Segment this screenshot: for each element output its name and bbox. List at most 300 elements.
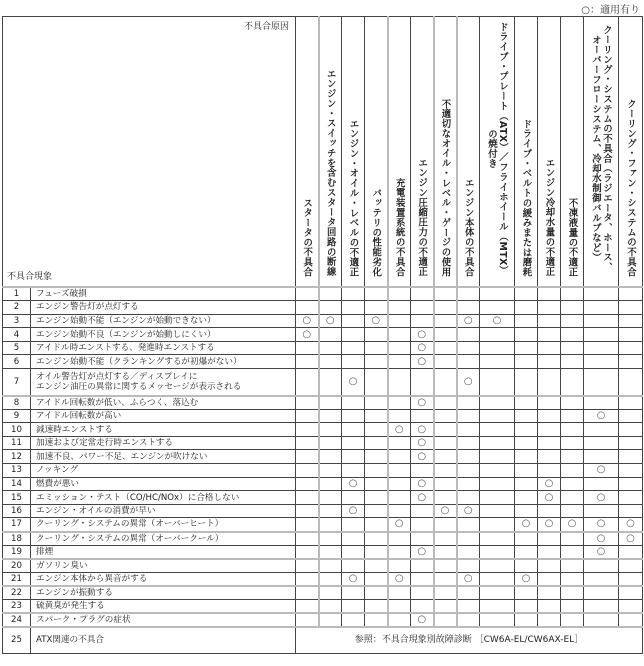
applicable-mark-icon: ○ [394, 423, 404, 435]
table-row [3, 532, 643, 546]
matrix-cell [411, 572, 434, 586]
matrix-cell [365, 518, 388, 532]
matrix-cell [538, 491, 561, 505]
matrix-cell [619, 314, 643, 328]
row-number: 17 [3, 518, 31, 532]
matrix-cell [584, 532, 619, 546]
cause-label: バッテリの性能劣化 [370, 187, 382, 277]
matrix-cell [538, 586, 561, 600]
matrix-cell [365, 491, 388, 505]
matrix-cell [561, 369, 584, 396]
row-number: 21 [3, 572, 31, 586]
matrix-cell [584, 613, 619, 627]
matrix-cell [515, 314, 538, 328]
matrix-cell [342, 301, 365, 315]
matrix-cell [296, 314, 319, 328]
matrix-cell [515, 301, 538, 315]
matrix-cell [480, 518, 515, 532]
applicable-mark-icon: ○ [417, 491, 427, 503]
reference-note: 参照：不具合現象別故障診断 ［CW6A-EL/CW6AX-EL］ [296, 627, 643, 654]
matrix-cell [515, 369, 538, 396]
matrix-cell [457, 477, 480, 491]
matrix-cell [388, 572, 411, 586]
matrix-cell [584, 518, 619, 532]
table-row [3, 627, 643, 654]
table-row [3, 287, 643, 301]
matrix-cell [561, 599, 584, 613]
applicable-mark-icon: ○ [417, 342, 427, 354]
symptom-text: 加速および定常走行時エンストする [36, 438, 173, 449]
table-row [3, 464, 643, 478]
row-number: 5 [3, 341, 31, 355]
symptom-text: 燃費が悪い [36, 478, 79, 489]
matrix-cell [515, 423, 538, 437]
matrix-cell [515, 328, 538, 342]
matrix-cell [619, 491, 643, 505]
matrix-cell [434, 532, 457, 546]
applicable-mark-icon: ○ [302, 328, 312, 340]
matrix-cell [319, 369, 342, 396]
matrix-cell [388, 423, 411, 437]
matrix-cell [434, 586, 457, 600]
cause-header [538, 17, 561, 288]
cause-header [365, 17, 388, 288]
header-corner [3, 17, 296, 288]
matrix-cell [619, 518, 643, 532]
symptom-cell [31, 545, 296, 559]
matrix-cell [538, 423, 561, 437]
matrix-cell [457, 491, 480, 505]
matrix-cell [388, 464, 411, 478]
matrix-cell [388, 559, 411, 573]
matrix-cell [319, 436, 342, 450]
matrix-cell [584, 545, 619, 559]
matrix-cell [411, 599, 434, 613]
matrix-cell [388, 613, 411, 627]
cause-header [319, 17, 342, 288]
matrix-cell [342, 409, 365, 423]
cause-header [411, 17, 434, 288]
matrix-cell [434, 436, 457, 450]
matrix-cell [619, 477, 643, 491]
matrix-cell [411, 314, 434, 328]
cause-header [515, 17, 538, 288]
matrix-cell [434, 518, 457, 532]
symptom-text: エンジンが振動する [36, 587, 113, 598]
symptom-text: エンジン・オイルの消費が早い [36, 506, 156, 517]
cause-header [561, 17, 584, 288]
matrix-cell [434, 369, 457, 396]
matrix-cell [388, 328, 411, 342]
matrix-cell [619, 355, 643, 369]
matrix-cell [561, 355, 584, 369]
symptom-text: 減速時エンストする [36, 424, 113, 435]
header-row [3, 17, 643, 288]
matrix-cell [434, 559, 457, 573]
symptom-text: クーリング・システムの異常（オーバークール） [36, 533, 224, 544]
matrix-cell [561, 301, 584, 315]
matrix-cell [538, 504, 561, 518]
matrix-cell [584, 477, 619, 491]
row-number: 18 [3, 532, 31, 546]
applicable-mark-icon: ○ [567, 518, 577, 530]
matrix-cell [561, 532, 584, 546]
symptom-cell [31, 572, 296, 586]
table-row [3, 369, 643, 396]
matrix-cell [296, 477, 319, 491]
matrix-cell [342, 477, 365, 491]
matrix-cell [480, 423, 515, 437]
matrix-cell [411, 328, 434, 342]
matrix-cell [296, 409, 319, 423]
applicable-mark-icon: ○ [463, 314, 473, 326]
matrix-cell [584, 586, 619, 600]
matrix-cell [561, 504, 584, 518]
row-number: 3 [3, 314, 31, 328]
matrix-cell [515, 341, 538, 355]
symptom-text: エンジン警告灯が点灯する [36, 302, 139, 313]
matrix-cell [480, 287, 515, 301]
matrix-cell [388, 518, 411, 532]
matrix-cell [457, 450, 480, 464]
matrix-cell [457, 355, 480, 369]
table-row [3, 518, 643, 532]
matrix-cell [457, 328, 480, 342]
cause-label: エンジン・スイッチを含むスタータ回路の断線 [324, 69, 336, 277]
row-number: 6 [3, 355, 31, 369]
matrix-cell [584, 464, 619, 478]
matrix-cell [619, 450, 643, 464]
matrix-cell [457, 586, 480, 600]
symptom-text: ATX関連の不具合 [31, 627, 296, 654]
row-number: 23 [3, 599, 31, 613]
matrix-cell [388, 436, 411, 450]
matrix-cell [619, 423, 643, 437]
applicable-mark-icon: ○ [394, 518, 404, 530]
matrix-cell [480, 355, 515, 369]
matrix-cell [319, 559, 342, 573]
matrix-cell [584, 369, 619, 396]
matrix-cell [584, 572, 619, 586]
matrix-cell [538, 328, 561, 342]
applicable-mark-icon: ○ [417, 450, 427, 462]
matrix-cell [296, 328, 319, 342]
matrix-cell [561, 559, 584, 573]
matrix-cell [434, 464, 457, 478]
matrix-cell [619, 328, 643, 342]
row-number: 16 [3, 504, 31, 518]
applicable-mark-icon: ○ [544, 477, 554, 489]
matrix-cell [480, 328, 515, 342]
matrix-cell [584, 423, 619, 437]
matrix-cell [457, 396, 480, 410]
symptom-text: エンジン始動不良（エンジンが始動しにくい） [36, 329, 216, 340]
table-row [3, 504, 643, 518]
matrix-cell [365, 396, 388, 410]
matrix-cell [561, 545, 584, 559]
matrix-cell [388, 599, 411, 613]
legend: ○：適用有り [581, 5, 640, 16]
table-row [3, 328, 643, 342]
symptom-cell [31, 328, 296, 342]
matrix-cell [342, 491, 365, 505]
matrix-cell [538, 287, 561, 301]
table-row [3, 559, 643, 573]
applicable-mark-icon: ○ [394, 572, 404, 584]
matrix-cell [515, 559, 538, 573]
diagnosis-matrix [2, 16, 643, 654]
matrix-cell [319, 545, 342, 559]
matrix-cell [296, 369, 319, 396]
matrix-cell [619, 301, 643, 315]
row-number: 24 [3, 613, 31, 627]
matrix-cell [411, 287, 434, 301]
matrix-cell [388, 504, 411, 518]
matrix-cell [342, 532, 365, 546]
matrix-cell [319, 355, 342, 369]
table-row [3, 586, 643, 600]
matrix-cell [388, 287, 411, 301]
applicable-mark-icon: ○ [596, 545, 606, 557]
row-number: 4 [3, 328, 31, 342]
matrix-cell [319, 586, 342, 600]
symptom-text: ノッキング [36, 465, 79, 476]
row-number: 1 [3, 287, 31, 301]
matrix-cell [365, 409, 388, 423]
matrix-cell [619, 396, 643, 410]
matrix-cell [388, 545, 411, 559]
matrix-cell [434, 301, 457, 315]
matrix-cell [434, 409, 457, 423]
matrix-cell [411, 396, 434, 410]
applicable-mark-icon: ○ [417, 545, 427, 557]
matrix-cell [515, 287, 538, 301]
matrix-cell [515, 545, 538, 559]
applicable-mark-icon: ○ [417, 477, 427, 489]
matrix-cell [434, 477, 457, 491]
matrix-cell [538, 355, 561, 369]
matrix-cell [561, 287, 584, 301]
matrix-cell [538, 450, 561, 464]
cause-header [457, 17, 480, 288]
matrix-cell [457, 314, 480, 328]
matrix-cell [561, 341, 584, 355]
cause-label: 不適切なオイル・レベル・ゲージの使用 [439, 98, 451, 277]
row-number: 8 [3, 396, 31, 410]
matrix-cell [411, 369, 434, 396]
matrix-cell [365, 287, 388, 301]
cause-header [296, 17, 319, 288]
matrix-cell [457, 369, 480, 396]
matrix-cell [365, 572, 388, 586]
symptom-cell [31, 341, 296, 355]
matrix-cell [411, 518, 434, 532]
matrix-cell [342, 328, 365, 342]
row-number: 19 [3, 545, 31, 559]
symptom-text: ガソリン臭い [36, 560, 88, 571]
matrix-cell [319, 504, 342, 518]
applicable-mark-icon: ○ [463, 572, 473, 584]
matrix-cell [411, 545, 434, 559]
matrix-cell [619, 409, 643, 423]
row-number: 11 [3, 436, 31, 450]
matrix-cell [515, 436, 538, 450]
matrix-cell [457, 532, 480, 546]
matrix-cell [619, 545, 643, 559]
matrix-cell [457, 545, 480, 559]
matrix-cell [319, 599, 342, 613]
matrix-cell [342, 464, 365, 478]
matrix-cell [515, 409, 538, 423]
symptom-text: 加速不良、パワー不足、エンジンが吹けない [36, 451, 208, 462]
applicable-mark-icon: ○ [521, 518, 531, 530]
matrix-cell [411, 559, 434, 573]
matrix-cell [457, 599, 480, 613]
matrix-cell [619, 369, 643, 396]
matrix-cell [619, 613, 643, 627]
matrix-cell [319, 423, 342, 437]
matrix-cell [319, 314, 342, 328]
matrix-cell [342, 613, 365, 627]
matrix-cell [480, 613, 515, 627]
matrix-cell [538, 477, 561, 491]
row-number: 15 [3, 491, 31, 505]
matrix-cell [538, 518, 561, 532]
symptom-text: エミッション・テスト（CO/HC/NOx）に合格しない [36, 492, 240, 503]
applicable-mark-icon: ○ [348, 375, 358, 387]
matrix-cell [296, 518, 319, 532]
matrix-cell [584, 409, 619, 423]
applicable-mark-icon: ○ [348, 505, 358, 517]
matrix-cell [538, 545, 561, 559]
matrix-cell [457, 341, 480, 355]
table-row [3, 341, 643, 355]
matrix-cell [342, 504, 365, 518]
table-row [3, 396, 643, 410]
matrix-cell [538, 409, 561, 423]
matrix-cell [388, 409, 411, 423]
matrix-cell [515, 491, 538, 505]
symptom-text: エンジン始動不能（エンジンが始動できない） [36, 315, 216, 326]
matrix-cell [619, 341, 643, 355]
matrix-cell [365, 477, 388, 491]
symptom-text: クーリング・システムの異常（オーバーヒート） [36, 519, 224, 530]
cause-label: エンジン圧縮圧力の不適正 [416, 158, 428, 277]
applicable-mark-icon: ○ [302, 314, 312, 326]
matrix-cell [561, 477, 584, 491]
matrix-cell [515, 477, 538, 491]
matrix-cell [515, 586, 538, 600]
matrix-cell [342, 518, 365, 532]
cause-header [480, 17, 515, 288]
symptom-cell [31, 287, 296, 301]
matrix-cell [457, 518, 480, 532]
cause-label: 不凍液量の不適正 [566, 197, 578, 277]
applicable-mark-icon: ○ [417, 437, 427, 449]
matrix-cell [365, 355, 388, 369]
applicable-mark-icon: ○ [417, 396, 427, 408]
applicable-mark-icon: ○ [626, 532, 635, 544]
cause-label: 充電装置系統の不具合 [393, 178, 405, 277]
applicable-mark-icon: ○ [492, 314, 502, 326]
symptom-text: アイドル回転数が低い、ふらつく、落込む [36, 397, 199, 408]
matrix-cell [342, 355, 365, 369]
matrix-cell [538, 369, 561, 396]
matrix-cell [584, 341, 619, 355]
applicable-mark-icon: ○ [417, 355, 427, 367]
matrix-cell [619, 586, 643, 600]
matrix-cell [411, 586, 434, 600]
symptom-text: 排煙 [36, 546, 54, 557]
matrix-cell [561, 396, 584, 410]
symptom-cell [31, 409, 296, 423]
table-row [3, 613, 643, 627]
matrix-cell [457, 287, 480, 301]
matrix-cell [296, 301, 319, 315]
matrix-cell [411, 464, 434, 478]
matrix-cell [434, 355, 457, 369]
cause-axis-label: 不具合原因 [243, 21, 289, 32]
matrix-cell [319, 287, 342, 301]
matrix-cell [538, 436, 561, 450]
matrix-cell [342, 586, 365, 600]
row-number: 22 [3, 586, 31, 600]
symptom-text: 硫黄臭が発生する [36, 601, 105, 612]
matrix-cell [434, 341, 457, 355]
matrix-cell [515, 613, 538, 627]
matrix-cell [342, 369, 365, 396]
row-number: 14 [3, 477, 31, 491]
matrix-cell [342, 341, 365, 355]
table-row [3, 599, 643, 613]
matrix-cell [515, 532, 538, 546]
table-row [3, 450, 643, 464]
matrix-cell [296, 545, 319, 559]
matrix-cell [411, 450, 434, 464]
matrix-cell [480, 464, 515, 478]
applicable-mark-icon: ○ [440, 505, 450, 517]
matrix-cell [457, 613, 480, 627]
matrix-cell [411, 355, 434, 369]
matrix-cell [561, 491, 584, 505]
matrix-cell [480, 369, 515, 396]
matrix-cell [538, 572, 561, 586]
matrix-cell [434, 545, 457, 559]
matrix-cell [411, 341, 434, 355]
matrix-cell [515, 464, 538, 478]
matrix-cell [584, 436, 619, 450]
matrix-cell [515, 355, 538, 369]
matrix-cell [365, 328, 388, 342]
cause-header [584, 17, 619, 288]
row-number: 20 [3, 559, 31, 573]
symptom-cell [31, 464, 296, 478]
applicable-mark-icon: ○ [371, 314, 381, 326]
matrix-cell [365, 341, 388, 355]
matrix-cell [619, 599, 643, 613]
matrix-cell [480, 545, 515, 559]
matrix-cell [480, 586, 515, 600]
matrix-cell [584, 450, 619, 464]
matrix-cell [411, 532, 434, 546]
matrix-cell [411, 504, 434, 518]
matrix-cell [457, 572, 480, 586]
symptom-cell [31, 369, 296, 396]
matrix-cell [480, 396, 515, 410]
matrix-cell [619, 559, 643, 573]
matrix-cell [365, 436, 388, 450]
matrix-cell [561, 464, 584, 478]
